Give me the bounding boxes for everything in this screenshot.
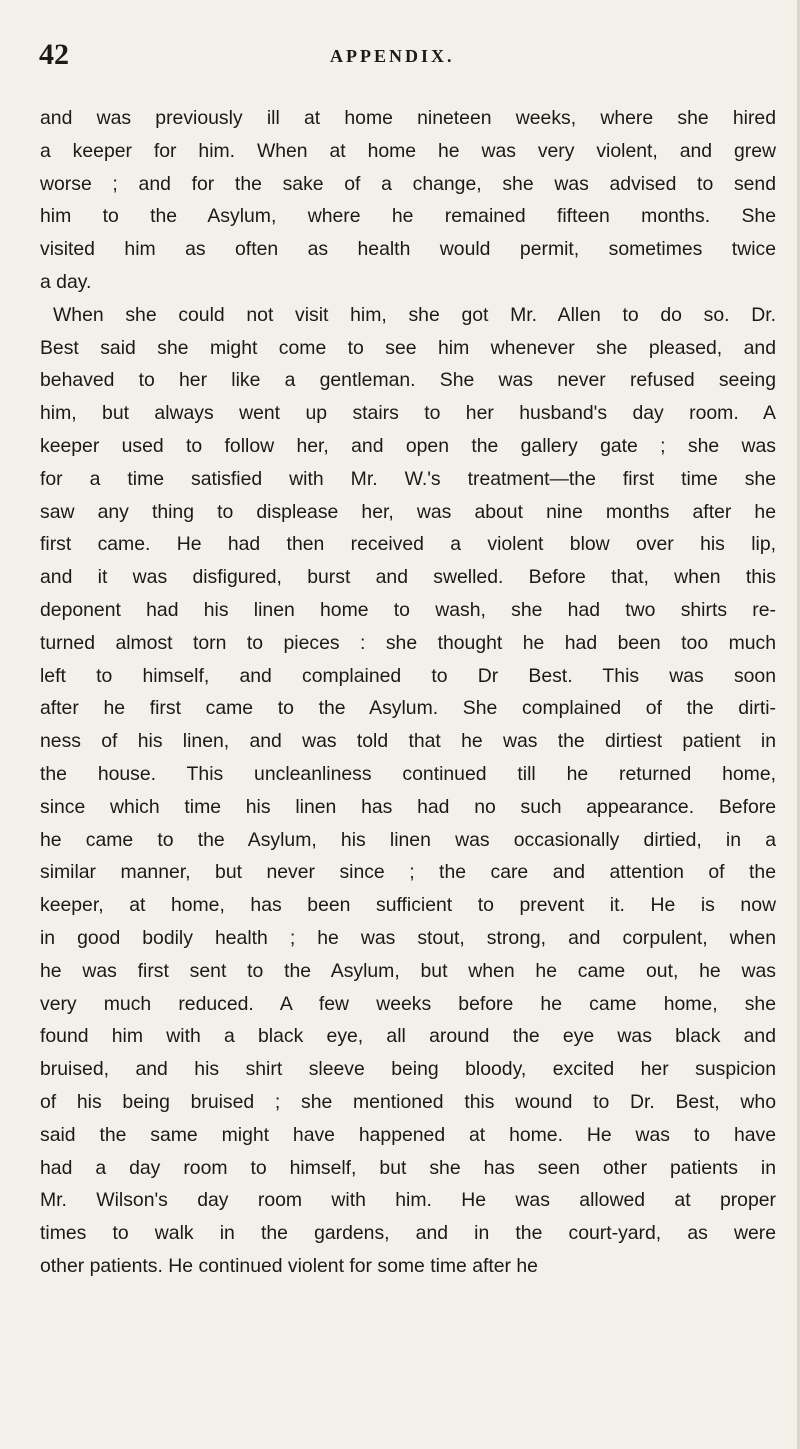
text-line: him to the Asylum, where he remained fifteen months. She xyxy=(40,205,776,228)
text-line: said the same might have happened at home. He was to have xyxy=(40,1123,776,1146)
text-line: had a day room to himself, but she has seen other patients in xyxy=(40,1156,776,1179)
text-line: When she could not visit him, she got Mr. Allen to do so. Dr. xyxy=(53,303,776,326)
text-line: him, but always went up stairs to her husband's day room. A xyxy=(40,402,776,425)
page-header xyxy=(0,37,800,73)
text-line: saw any thing to displease her, was about nine months after he xyxy=(40,500,776,523)
text-line: bruised, and his shirt sleeve being bloody, excited her suspicion xyxy=(40,1058,776,1081)
text-line: deponent had his linen home to wash, she had two shirts re- xyxy=(40,598,776,621)
text-line: visited him as often as health would permit, sometimes twice xyxy=(40,238,776,261)
text-line: the house. This uncleanliness continued till he returned home, xyxy=(40,762,776,785)
text-line: times to walk in the gardens, and in the court-yard, as were xyxy=(40,1222,776,1245)
text-line: first came. He had then received a violent blow over his lip, xyxy=(40,533,776,556)
text-line: Best said she might come to see him whenever she pleased, and xyxy=(40,336,776,359)
text-line: keeper used to follow her, and open the gallery gate ; she was xyxy=(40,434,776,457)
page-number: 42 xyxy=(39,38,69,71)
text-line: of his being bruised ; she mentioned this wound to Dr. Best, who xyxy=(40,1090,776,1113)
text-line: a day. xyxy=(40,270,92,293)
running-head: APPENDIX. xyxy=(330,46,455,66)
body-text xyxy=(40,102,776,1283)
text-line: very much reduced. A few weeks before he came home, she xyxy=(40,992,776,1015)
text-line: Mr. Wilson's day room with him. He was allowed at proper xyxy=(40,1189,776,1212)
text-line: left to himself, and complained to Dr Best. This was soon xyxy=(40,664,776,687)
text-line: he came to the Asylum, his linen was occasionally dirtied, in a xyxy=(40,828,776,851)
text-line: similar manner, but never since ; the care and attention of the xyxy=(40,861,776,884)
text-line: behaved to her like a gentleman. She was never refused seeing xyxy=(40,369,776,392)
text-line: other patients. He continued violent for some time after he xyxy=(40,1254,538,1277)
text-line: and it was disfigured, burst and swelled. Before that, when this xyxy=(40,566,776,589)
text-line: for a time satisfied with Mr. W.'s treatment—the first time she xyxy=(40,467,776,490)
text-line: and was previously ill at home nineteen weeks, where she hired xyxy=(40,107,776,129)
text-line: since which time his linen has had no such appearance. Before xyxy=(40,795,776,818)
text-line: in good bodily health ; he was stout, strong, and corpulent, when xyxy=(40,926,776,949)
text-line: after he first came to the Asylum. She complained of the dirti- xyxy=(40,697,776,720)
text-line: he was first sent to the Asylum, but when he came out, he was xyxy=(40,959,776,982)
text-line: keeper, at home, has been sufficient to prevent it. He is now xyxy=(40,894,776,917)
text-line: a keeper for him. When at home he was very violent, and grew xyxy=(40,139,776,162)
text-line: ness of his linen, and was told that he was the dirtiest patient in xyxy=(40,730,776,753)
text-line: worse ; and for the sake of a change, she was advised to send xyxy=(40,172,776,195)
text-line: turned almost torn to pieces : she thought he had been too much xyxy=(40,631,776,654)
text-line: found him with a black eye, all around the eye was black and xyxy=(40,1025,776,1048)
